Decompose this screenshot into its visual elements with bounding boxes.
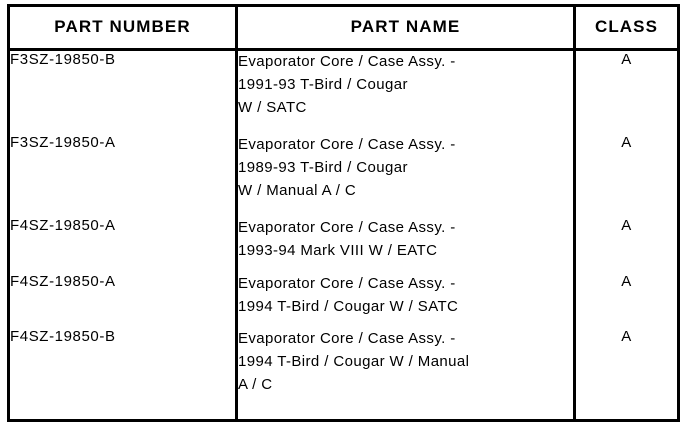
cell-part-name [237, 273, 575, 328]
cell-part-number: F3SZ-19850-B [9, 50, 237, 135]
cell-part-name [237, 328, 575, 420]
part-name-line: 1989-93 T-Bird / Cougar [238, 159, 408, 177]
cell-class: A [621, 217, 632, 235]
table-row [9, 217, 679, 272]
cell-part-name [237, 217, 575, 272]
table-header [9, 6, 679, 50]
table-row [9, 50, 679, 135]
table-row [9, 328, 679, 420]
part-name-line: Evaporator Core / Case Assy. - [238, 53, 456, 70]
column-header-part-number: PART NUMBER [9, 6, 237, 50]
cell-part-number: F4SZ-19850-A [9, 273, 237, 328]
cell-part-number: F3SZ-19850-A [9, 134, 237, 217]
table-row [9, 273, 679, 328]
parts-table [7, 4, 680, 422]
part-name-line: 1994 T-Bird / Cougar W / SATC [238, 297, 459, 315]
table-body [9, 50, 679, 421]
part-name-line: 1994 T-Bird / Cougar W / Manual [238, 353, 470, 371]
cell-part-number: F4SZ-19850-B [9, 328, 237, 420]
cell-part-name [237, 134, 575, 217]
cell-class: A [621, 272, 632, 290]
column-header-part-name: PART NAME [237, 6, 575, 50]
part-name-line: 1993-94 Mark VIII W / EATC [238, 242, 438, 260]
part-name-line: W / SATC [238, 98, 307, 116]
cell-part-number: F4SZ-19850-A [9, 217, 237, 272]
part-name-line: W / Manual A / C [238, 182, 357, 199]
cell-class: A [621, 134, 632, 152]
part-name-line: Evaporator Core / Case Assy. - [238, 219, 456, 237]
cell-class: A [621, 51, 632, 68]
part-name-line: 1991-93 T-Bird / Cougar [238, 75, 408, 93]
cell-part-name [237, 50, 575, 135]
table-header-row [9, 6, 679, 50]
part-name-line: A / C [238, 375, 273, 393]
table-row [9, 134, 679, 217]
part-name-line: Evaporator Core / Case Assy. - [238, 274, 456, 292]
part-name-line: Evaporator Core / Case Assy. - [238, 330, 456, 348]
column-header-class: CLASS [575, 6, 679, 50]
part-name-line: Evaporator Core / Case Assy. - [238, 136, 456, 154]
cell-class: A [621, 328, 632, 346]
